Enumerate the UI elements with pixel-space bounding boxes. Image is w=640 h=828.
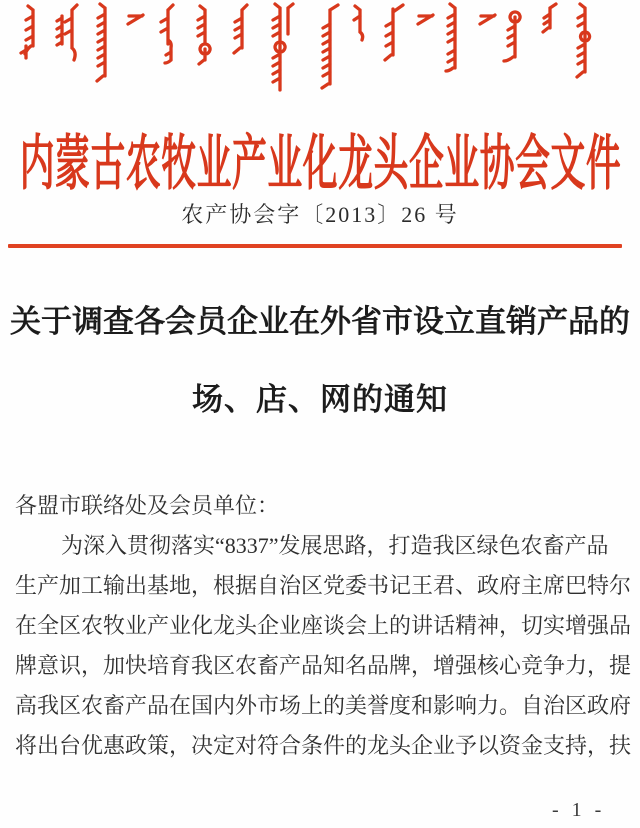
paragraph-line: 高我区农畜产品在国内外市场上的美誉度和影响力。自治区政府: [15, 693, 632, 718]
paragraph-line: 将出台优惠政策，决定对符合条件的龙头企业予以资金支持，扶: [15, 733, 632, 758]
notice-title-line2: 场、店、网的通知: [192, 382, 448, 417]
paragraph-line: 牌意识，加快培育我区农畜产品知名品牌，增强核心竞争力，提: [15, 653, 632, 678]
red-separator-rule: [8, 244, 622, 248]
salutation-line: 各盟市联络处及会员单位：: [15, 493, 280, 518]
paragraph-line: 为深入贯彻落实“8337”发展思路，打造我区绿色农畜产品: [61, 533, 609, 558]
mongolian-script-band: [18, 2, 622, 94]
document-number: 农产协会字〔2013〕26 号: [181, 202, 459, 227]
organization-title: 内蒙古农牧业产业化龙头企业协会文件: [19, 131, 621, 198]
paragraph-line: 在全区农牧业产业化龙头企业座谈会上的讲话精神，切实增强品: [15, 613, 632, 638]
page-number: - 1 -: [552, 799, 606, 821]
notice-title-line1: 关于调查各会员企业在外省市设立直销产品的: [10, 304, 630, 339]
paragraph-line: 生产加工输出基地，根据自治区党委书记王君、政府主席巴特尔: [15, 573, 632, 598]
document-body: [15, 486, 632, 766]
